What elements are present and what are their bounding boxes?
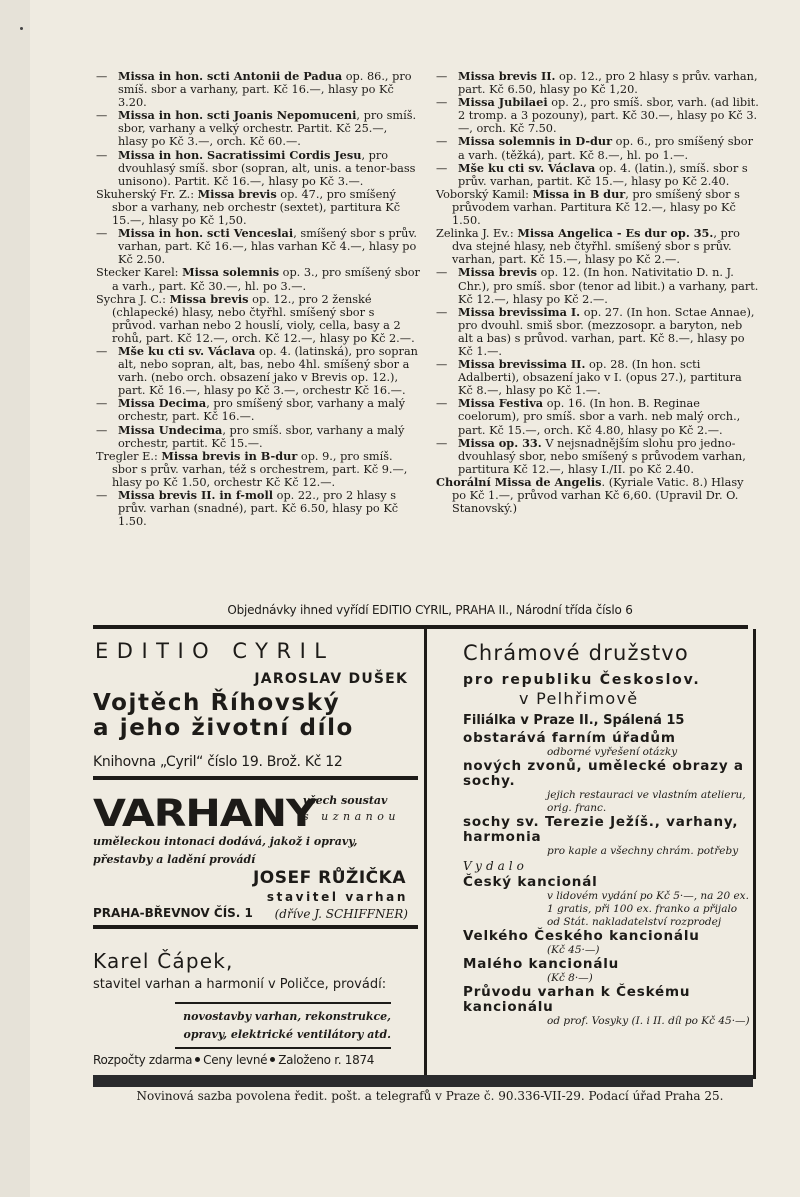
composer-name: Sychra J. C.:	[96, 292, 170, 306]
dash-marker: —	[436, 135, 448, 149]
work-title: Missa solemnis	[182, 265, 280, 280]
dash-marker: —	[436, 70, 448, 83]
work-title: Missa brevis in B-dur	[161, 448, 298, 463]
catalog-entry	[436, 162, 760, 188]
work-details: , pro smíšený sbor, varhany a malý orchestr, part. Kč 16.—.	[118, 397, 405, 424]
offer-list	[463, 731, 753, 1028]
work-details: , pro dvouhlasý smíš. sbor (sopran, alt, unis. a tenor-bass unisono). Partit. Kč 16.—, hlasy po Kč 3.—.	[118, 148, 416, 188]
bullet-icon	[270, 1057, 275, 1062]
work-details: V nejsnadnějším slohu pro jedno- dvouhlasý sbor, nebo smíšený s průvodem varhan, partitura Kč 12.—, hlasy I./II. po Kč 2.40.	[458, 436, 746, 476]
offer-note: odborné vyřešení otázky	[547, 746, 678, 758]
work-title: Missa in hon. Sacratissimi Cordis Jesu	[118, 147, 362, 162]
offer-heading: Český kancionál	[463, 874, 598, 890]
footer-item: Ceny levné	[203, 1053, 268, 1067]
book-title	[93, 691, 354, 741]
footer-item: Založeno r. 1874	[278, 1053, 375, 1067]
organ-builder-address: PRAHA-BŘEVNOV ČÍS. 1	[93, 906, 253, 920]
dash-marker: —	[436, 305, 448, 319]
offer-note: Vydalo	[463, 859, 528, 873]
services	[175, 1008, 391, 1044]
catalog-entry	[436, 437, 760, 476]
catalog-entry	[96, 227, 420, 266]
dash-marker: —	[436, 96, 448, 110]
work-details: op. 4. (latinská), pro sopran alt, nebo sopran, alt, bas, nebo 4hl. smíšený sbor a varh. (nebo orch. obsazení jako v Brevis op. 12.), part. Kč 16.—, hlasy po Kč 3.—, orchestr Kč 16.—.	[118, 344, 418, 398]
offer-note: v lidovém vydání po Kč 5·—, na 20 ex. 1 gratis, při 100 ex. franko a přijalo od Stát. nakladatelství rozprodej	[547, 890, 749, 928]
ad-karel-capek	[93, 929, 418, 1073]
organ-builder-formerly: (dříve J. SCHIFFNER)	[274, 907, 408, 921]
work-title: Missa Decima	[118, 396, 207, 411]
offer-heading: obstarává farním úřadům	[463, 730, 676, 746]
book-title-line1: Vojtěch Říhovský	[93, 690, 341, 716]
advertiser-name: Karel Čápek,	[93, 949, 234, 973]
dash-marker: —	[436, 436, 448, 450]
work-details: op. 22., pro 2 hlasy s prův. varhan (snadné), part. Kč 6.50, hlasy po Kč 1.50.	[118, 489, 399, 529]
work-details: op. 12., pro 2 ženské (chlapecké) hlasy, nebo čtyřhl. smíšený sbor s průvod. varhan nebo 2 houslí, violy, cella, basy a 2 rohů, part. Kč 12.—, orch. Kč 12.—, hlasy po Kč 2.—.	[112, 292, 415, 345]
right-border	[753, 629, 756, 1079]
catalog-right-column	[436, 70, 760, 515]
work-title: Missa brevis II. in f-moll	[118, 488, 274, 502]
work-details: op. 6., pro smíšený sbor a varh. (těžká), part. Kč 8.—, hl. po 1.—.	[458, 135, 753, 162]
catalog-entry	[436, 397, 760, 436]
work-title: Missa in hon. scti Antonii de Padua	[118, 69, 343, 83]
work-title: Missa brevis	[458, 265, 538, 280]
dash-marker: —	[96, 109, 108, 123]
advertiser-description: stavitel varhan a harmonií v Poličce, provádí:	[93, 977, 387, 992]
ad-footer	[93, 1053, 374, 1067]
book-title-line2: a jeho životní dílo	[93, 715, 354, 741]
work-details: , pro dva stejné hlasy, neb čtyřhl. smíšený sbor s prův. varhan, part. Kč 15.—, hlasy po Kč 2.—.	[452, 227, 740, 267]
catalog-entry	[436, 476, 760, 515]
work-title: Missa brevis	[197, 186, 277, 201]
services-line2: opravy, elektrické ventilátory atd.	[183, 1028, 391, 1041]
work-title: Missa brevis II.	[458, 69, 556, 83]
catalog-entry	[436, 266, 760, 305]
work-details: op. 4. (latin.), smíš. sbor s prův. varhan, partit. Kč 15.—, hlasy po Kč 2.40.	[458, 161, 748, 188]
organ-builder-name: JOSEF RŮŽIČKA	[252, 868, 406, 888]
work-details: op. 47., pro smíšený sbor a varhany, neb orchestr (sextet), partitura Kč 15.—, hlasy po Kč 1,50.	[112, 187, 401, 228]
print-speck	[20, 27, 23, 30]
composer-name: Stecker Karel:	[96, 266, 183, 280]
catalog-entry	[96, 424, 420, 450]
work-details: op. 12. (In hon. Nativitatio D. n. J. Chr.), pro smíš. sbor (tenor ad libit.) a varhany, part. Kč 12.—, hlasy po Kč 2.—.	[458, 266, 759, 306]
composer-name: Tregler E.:	[96, 449, 162, 463]
catalog-entry	[96, 397, 420, 423]
dash-marker: —	[96, 227, 108, 241]
offer-note: (Kč 8·—)	[547, 972, 593, 984]
offer-heading: Průvodu varhan k Českému kancionálu	[463, 984, 691, 1015]
bottom-rule	[93, 1075, 753, 1087]
work-details: , smíšený sbor s prův. varhan, part. Kč 16.—, hlas varhan Kč 4.—, hlasy po Kč 2.50.	[118, 227, 417, 267]
footer-item: Rozpočty zdarma	[93, 1053, 193, 1067]
dash-marker: —	[96, 489, 108, 502]
dash-marker: —	[96, 423, 108, 437]
composer-name: Zelinka J. Ev.:	[436, 227, 518, 241]
ad-subtitle: pro republiku Českoslov.	[463, 672, 701, 688]
ad-headline: VARHANY	[93, 792, 316, 835]
ad-tagline-1: všech soustav	[303, 794, 388, 807]
ad-tagline-2: s uznanou	[303, 810, 400, 823]
catalog-entry	[96, 70, 420, 109]
publisher-name: EDITIO CYRIL	[95, 639, 335, 663]
dash-marker: —	[436, 266, 448, 280]
bullet-icon	[195, 1057, 200, 1062]
work-title: Missa Angelica - Es dur op. 35.	[517, 226, 714, 241]
work-details: op. 9., pro smíš. sbor s prův. varhan, též s orchestrem, part. Kč 9.—, hlasy po Kč 1.50, orchestr Kč Kč 12.—.	[112, 449, 408, 489]
work-title: Mše ku cti sv. Václava	[118, 343, 256, 358]
offer-heading: Malého kancionálu	[463, 956, 620, 972]
work-title: Chorální Missa de Angelis	[436, 474, 602, 489]
work-details: op. 86., pro smíš. sbor a varhany, part. Kč 16.—, hlasy po Kč 3.20.	[118, 70, 412, 110]
offer-heading: Velkého Českého kancionálu	[463, 928, 700, 944]
page-edge	[0, 0, 30, 1197]
work-title: Missa Undecima	[118, 422, 223, 437]
work-details: op. 28. (In hon. scti Adalberti), obsazení jako v I. (opus 27.), partitura Kč 8.—, hlasy po Kč 1.—.	[458, 358, 742, 398]
work-details: , pro smíš. sbor, varhany a velký orchestr. Partit. Kč 25.—, hlasy po Kč 3.—, orch. Kč 60.—.	[118, 109, 417, 149]
work-title: Missa Jubilaei	[458, 95, 548, 110]
work-title: Missa op. 33.	[458, 435, 542, 450]
catalog-left-column	[96, 70, 420, 528]
catalog-entry	[436, 70, 760, 96]
work-details: op. 27. (In hon. Sctae Annae), pro dvouhl. smiš sbor. (mezzosopr. a baryton, neb alt a bas) s průvod. varhan, part. Kč 8.—, hlasy po Kč 1.—.	[458, 305, 755, 358]
composer-name: Voborský Kamil:	[436, 187, 533, 201]
dash-marker: —	[96, 344, 108, 358]
ad-body: uměleckou intonaci dodává, jakož i opravy, přestavby a ladění provádí	[93, 835, 358, 866]
dash-marker: —	[436, 358, 448, 372]
book-author: JAROSLAV DUŠEK	[254, 671, 408, 687]
catalog-entry	[96, 489, 420, 528]
catalog-entry	[96, 109, 420, 148]
dash-marker: —	[96, 148, 108, 162]
offer-note: jejich restauraci ve vlastním atelieru, orig. franc.	[547, 789, 746, 814]
work-title: Missa in B dur	[532, 186, 626, 201]
work-title: Missa brevissima II.	[458, 357, 586, 372]
catalog-entry	[96, 266, 420, 292]
work-details: , pro smíšený sbor s průvodem varhan. Partitura Kč 12.—, hlasy po Kč 1.50.	[452, 187, 740, 228]
ad-varhany-ruzicka	[93, 780, 418, 929]
dash-marker: —	[96, 70, 108, 83]
work-title: Missa brevissima I.	[458, 304, 581, 319]
catalog-entry	[436, 188, 760, 227]
book-note: Knihovna „Cyril“ číslo 19. Brož. Kč 12	[93, 754, 343, 770]
work-details: op. 12., pro 2 hlasy s prův. varhan, part. Kč 6.50, hlasy po Kč 1,20.	[458, 70, 758, 97]
offer-note: pro kaple a všechny chrám. potřeby	[547, 845, 739, 857]
dash-marker: —	[436, 397, 448, 411]
catalog-entry	[96, 450, 420, 489]
dash-marker: —	[96, 397, 108, 411]
work-title: Missa in hon. scti Venceslai	[118, 226, 294, 241]
work-title: Missa in hon. scti Joanis Nepomuceni	[118, 108, 357, 123]
catalog-entry	[436, 358, 760, 397]
catalog-entry	[96, 149, 420, 188]
orders-line: Objednávky ihned vyřídí EDITIO CYRIL, PRAHA II., Národní třída číslo 6	[227, 603, 633, 617]
ad-location: v Pelhřimově	[519, 689, 639, 708]
catalog-entry	[96, 293, 420, 345]
catalog-entry	[436, 227, 760, 266]
ad-title: Chrámové družstvo	[463, 641, 689, 665]
composer-name: Skuherský Fr. Z.:	[96, 187, 198, 201]
organ-builder-profession: stavitel varhan	[266, 890, 408, 904]
advertisements	[93, 625, 748, 1079]
work-details: op. 3., pro smíšený sbor a varh., part. Kč 30.—, hl. po 3.—.	[112, 266, 420, 293]
catalog-entry	[436, 306, 760, 358]
work-details: op. 16. (In hon. B. Reginae coelorum), pro smíš. sbor a varh. neb malý orch., part. Kč 15.—, orch. Kč 4.80, hlasy po Kč 2.—.	[458, 397, 741, 437]
column-divider	[424, 629, 427, 1079]
divider	[175, 1047, 391, 1049]
dash-marker: —	[436, 161, 448, 175]
postal-notice: Novinová sazba povolena ředit. pošt. a telegrafů v Praze č. 90.336-VII-29. Podací úřad Praha 25.	[136, 1089, 724, 1103]
catalog-entry	[436, 96, 760, 135]
work-title: Missa brevis	[169, 291, 249, 306]
catalog-entry	[436, 135, 760, 161]
offer-heading: sochy sv. Terezie Ježíš., varhany, harmonia	[463, 814, 739, 845]
ad-editio-cyril	[93, 629, 418, 780]
ad-branch: Filiálka v Praze II., Spálená 15	[463, 713, 685, 728]
catalog-entry	[96, 188, 420, 227]
catalog-entry	[96, 345, 420, 397]
services-line1: novostavby varhan, rekonstrukce,	[183, 1010, 391, 1023]
offer-note: (Kč 45·—)	[547, 944, 600, 956]
offer-note: od prof. Vosyky (I. i II. díl po Kč 45·—)	[547, 1015, 750, 1027]
divider	[175, 1002, 391, 1004]
work-details: . (Kyriale Vatic. 8.) Hlasy po Kč 1.—, průvod varhan Kč 6,60. (Upravil Dr. O. Stanovský.)	[452, 475, 744, 516]
work-details: , pro smíš. sbor, varhany a malý orchestr, partit. Kč 15.—.	[118, 423, 405, 450]
work-title: Missa Festiva	[458, 396, 544, 411]
work-title: Mše ku cti sv. Václava	[458, 160, 596, 175]
offer-heading: nových zvonů, umělecké obrazy a sochy.	[463, 758, 744, 789]
work-title: Missa solemnis in D-dur	[458, 134, 613, 149]
work-details: op. 2., pro smíš. sbor, varh. (ad libit. 2 tromp. a 3 pozouny), part. Kč 30.—, hlasy po Kč 3.—, orch. Kč 7.50.	[458, 96, 759, 136]
